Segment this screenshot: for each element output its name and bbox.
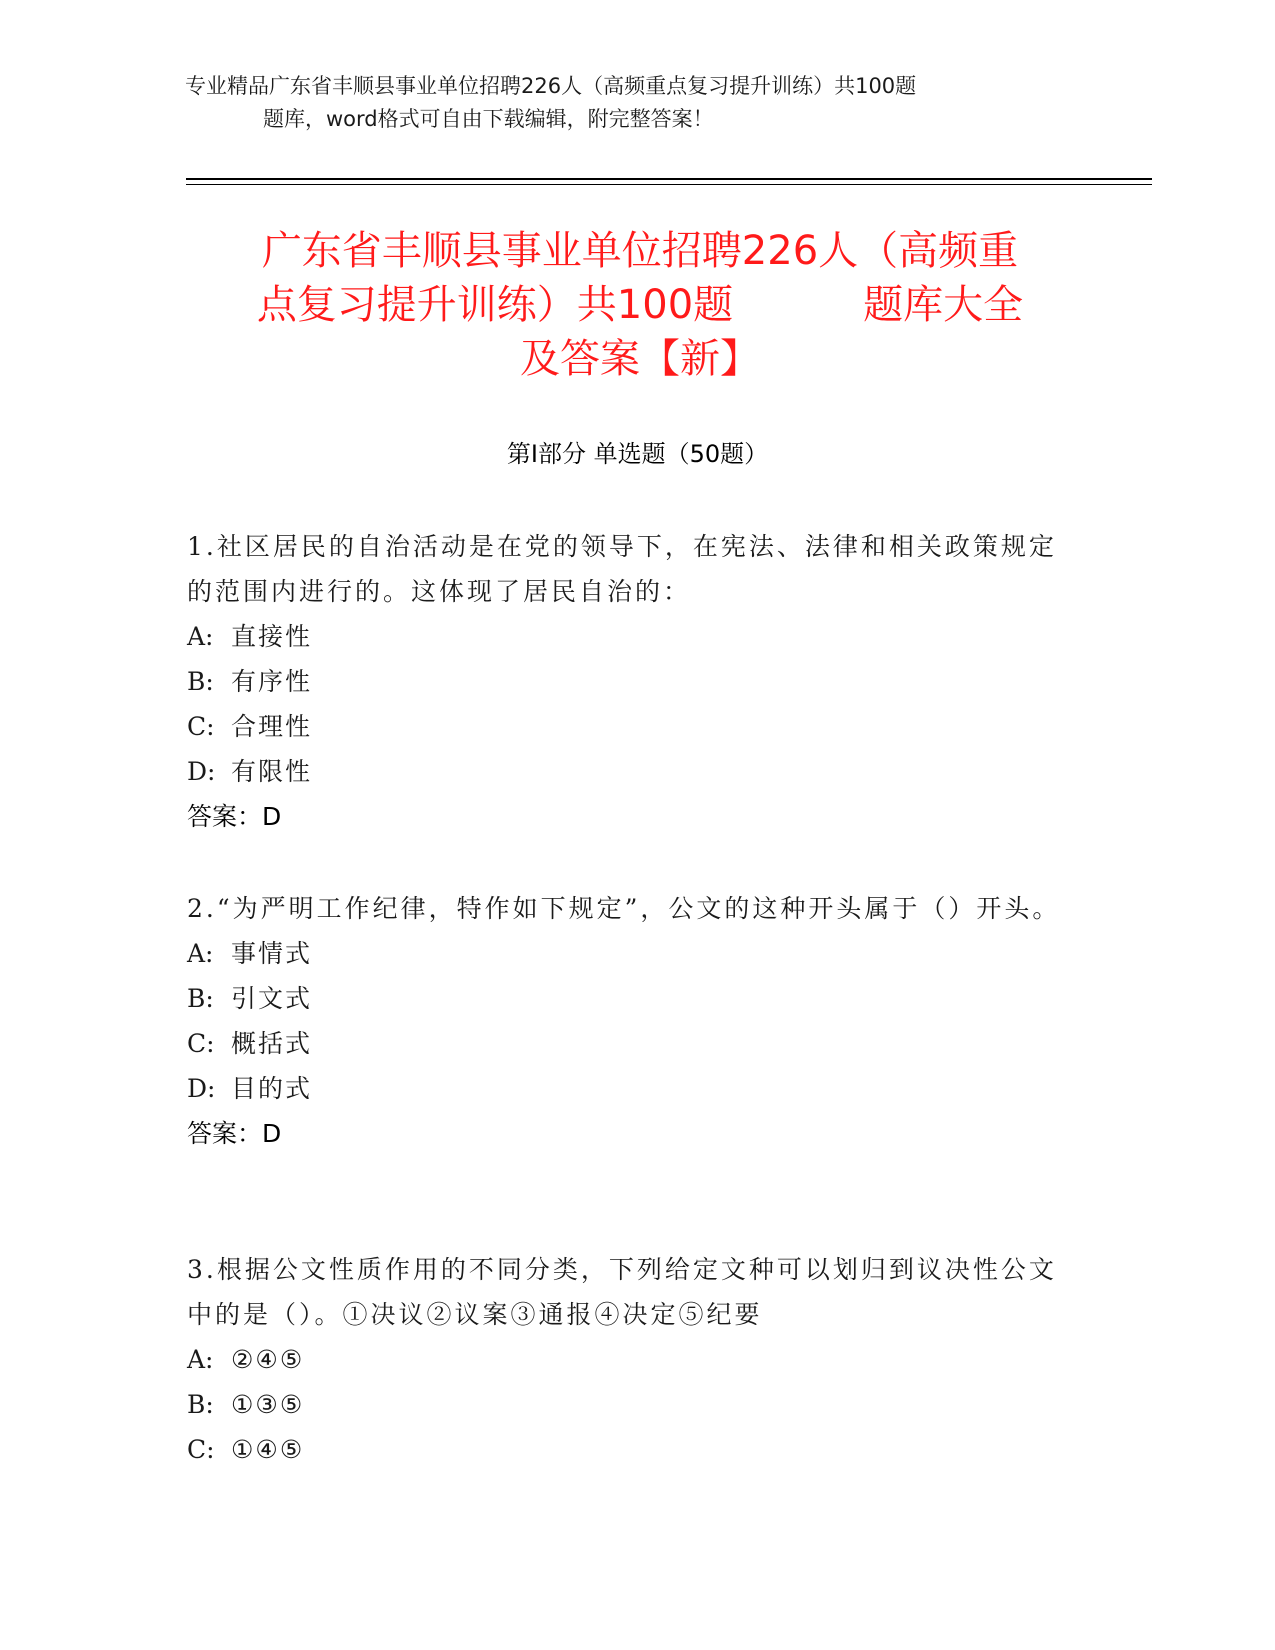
answer: 答案：D xyxy=(187,802,282,831)
question-text: 3.根据公文性质作用的不同分类，下列给定文种可以划归到议决性公文中的是（）。①决议②议案③通报④决定⑤纪要 xyxy=(187,1255,1057,1329)
section-title: 第Ⅰ部分 单选题（50题） xyxy=(506,440,769,468)
header-line-1: 专业精品广东省丰顺县事业单位招聘226人（高频重点复习提升训练）共100题 xyxy=(185,74,917,98)
question-2 xyxy=(187,886,1067,1156)
header-divider-thick xyxy=(186,178,1152,180)
header-divider-thin xyxy=(186,184,1152,185)
document-header-note xyxy=(185,70,1065,136)
option-a: A: 直接性 xyxy=(187,622,313,651)
answer: 答案：D xyxy=(187,1119,282,1148)
option-d: D: 有限性 xyxy=(187,757,313,786)
option-a: A: 事情式 xyxy=(187,939,313,968)
title-line-2: 点复习提升训练）共100题 题库大全 xyxy=(256,282,1024,328)
question-1 xyxy=(187,524,1067,839)
option-c: C: 概括式 xyxy=(187,1029,313,1058)
document-title xyxy=(190,224,1090,386)
title-line-1: 广东省丰顺县事业单位招聘226人（高频重 xyxy=(261,228,1019,274)
option-d: D: 目的式 xyxy=(187,1074,313,1103)
question-3 xyxy=(187,1247,1067,1472)
option-b: B: 有序性 xyxy=(187,667,313,696)
question-text: 1.社区居民的自治活动是在党的领导下，在宪法、法律和相关政策规定的范围内进行的。这体现了居民自治的： xyxy=(187,532,1057,606)
option-a: A: ②④⑤ xyxy=(187,1345,305,1374)
option-c: C: ①④⑤ xyxy=(187,1435,305,1464)
option-b: B: 引文式 xyxy=(187,984,313,1013)
title-line-3: 及答案【新】 xyxy=(520,336,760,382)
question-text: 2.“为严明工作纪律，特作如下规定”，公文的这种开头属于（）开头。 xyxy=(187,894,1061,923)
option-b: B: ①③⑤ xyxy=(187,1390,305,1419)
option-c: C: 合理性 xyxy=(187,712,313,741)
header-line-2: 题库，word格式可自由下载编辑，附完整答案！ xyxy=(263,107,714,131)
